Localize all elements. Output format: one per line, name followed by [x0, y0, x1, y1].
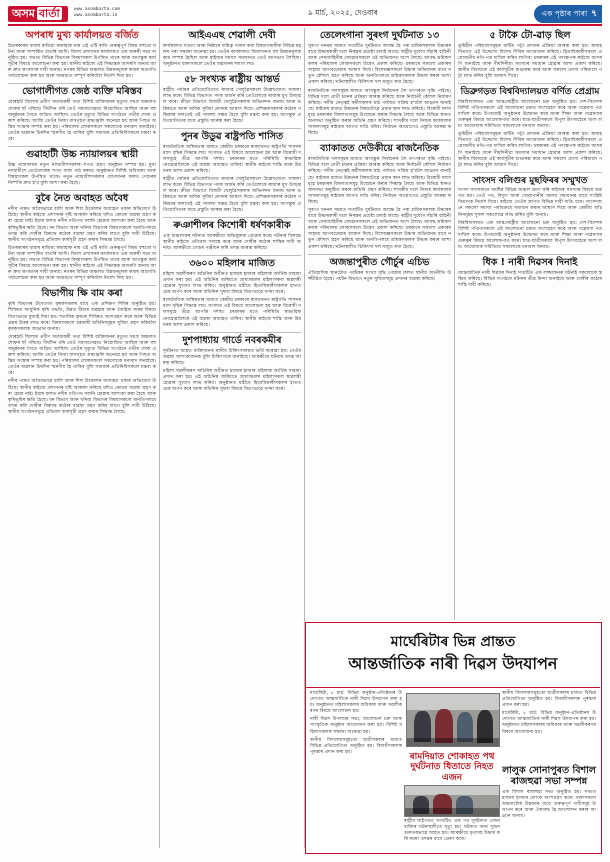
column-2	[163, 28, 301, 395]
headline: বুৰৈ নৈত অবাহত অবৈধ	[35, 193, 129, 205]
article-body: সুৰংগ খননৰ সময়ত সংঘটিত দুৰ্ঘটনাত আবদ্ধ হৈ পৰা শ্ৰমিকসকলক উদ্ধাৰৰ বাবে উদ্ধাৰকাৰী দলে নিৰন্তৰ প্ৰচেষ্টা চলাই আছে। ৰাষ্ট্ৰীয় দুৰ্যোগ সঁহাৰি বাহিনী আৰু সেনাবাহিনীৰ জোৱানসকলে এই অভিযানত অংশ লৈছে। আবদ্ধ শ্ৰমিকসকলৰ পৰিয়ালৰ লোকসকলে উদ্বেগ প্ৰকাশ কৰিছে। চৰকাৰে সকলো প্ৰকাৰৰ সাহায্য আগবঢ়োৱাৰ আশ্বাস দিছে। বিশেষজ্ঞসকলে উদ্ধাৰ অভিযানৰ বাবে নতুন কৌশল গ্ৰহণ কৰিছে আৰু অনতিপলমে শ্ৰমিকসকলক উদ্ধাৰ কৰাৰ আশা প্ৰকাশ কৰিছে। ঘটনাস্থলীত চিকিৎসা দল মজুত ৰখা হৈছে।	[308, 43, 451, 86]
page-number-badge: এক পৃষ্ঠাৰ পাৰা ৭	[534, 5, 602, 23]
news-photo	[404, 785, 500, 817]
article-body: এক বিশাল ৰাজহুৱা সভা অনুষ্ঠিত হয়। সভাত হাজাৰ হাজাৰ লোকে অংশগ্ৰহণ কৰে। বক্তাসকলে অঞ্চলটোৰ উন্নয়নৰ বাবে গুৰুত্বপূৰ্ণ দাবীসমূহ উত্থাপন কৰে আৰু ঐক্যবদ্ধ হৈ আন্দোলন কৰাৰ আহ্বান জনায়।	[502, 789, 596, 820]
news-photo	[406, 693, 500, 747]
headline: অজন্তাপুৰীত গৌৰ্চুৰ এচিভ	[329, 256, 430, 268]
feature-headline: আন্তৰ্জাতিক নাৰী দিৱস উদযাপন	[348, 654, 558, 673]
article-body: সুৰংগ খননৰ সময়ত সংঘটিত দুৰ্ঘটনাত আবদ্ধ হৈ পৰা শ্ৰমিকসকলক উদ্ধাৰৰ বাবে উদ্ধাৰকাৰী দলে নিৰন্তৰ প্ৰচেষ্টা চলাই আছে। ৰাষ্ট্ৰীয় দুৰ্যোগ সঁহাৰি বাহিনী আৰু সেনাবাহিনীৰ জোৱানসকলে এই অভিযানত অংশ লৈছে। আবদ্ধ শ্ৰমিকসকলৰ পৰিয়ালৰ লোকসকলে উদ্বেগ প্ৰকাশ কৰিছে। চৰকাৰে সকলো প্ৰকাৰৰ সাহায্য আগবঢ়োৱাৰ আশ্বাস দিছে। বিশেষজ্ঞসকলে উদ্ধাৰ অভিযানৰ বাবে নতুন কৌশল গ্ৰহণ কৰিছে আৰু অনতিপলমে শ্ৰমিকসকলক উদ্ধাৰ কৰাৰ আশা প্ৰকাশ কৰিছে। ঘটনাস্থলীত চিকিৎসা দল মজুত ৰখা হৈছে।	[308, 208, 451, 250]
article-body: স্থানীয় বিদ্যালয়সমূহতো ছাত্ৰীসকলৰ মাজত বিভিন্ন প্ৰতিযোগিতা অনুষ্ঠিত হয়। বিজয়ীসকলক পুৰস্কাৰ প্ৰদান কৰা হয়।	[502, 691, 596, 709]
article-body: ৰাজনৈতিক দলসমূহৰ মাজত আগন্তুক নিৰ্বাচনক লৈ তৎপৰতা বৃদ্ধি পাইছে। বিভিন্ন দলে প্ৰাৰ্থী চয়নৰ প্ৰক্ৰিয়া আৰম্ভ কৰিছে আৰু নিৰ্বাচনী কৌশল নিৰ্ধাৰণ কৰিছে। দলীয় নেতৃত্বই কৰ্মীসকলক মাঠ পৰ্যায়ত সক্ৰিয় হ'বলৈ আহ্বান জনাইছে। ৰাইজৰ মাজত উন্নয়নৰ বিষয়টোৱে প্ৰধান স্থান লাভ কৰিছে। বিৰোধী দলসমূহে চৰকাৰৰ বিফলতাসমূহ উন্মোচন কৰাৰ সিদ্ধান্ত লৈছে আৰু বিভিন্ন স্থানত জনসভা অনুষ্ঠিত কৰাৰ আঁচনি গ্ৰহণ কৰিছে। শাসকীয় দলে নিজৰ কাৰ্যকালৰ সাফল্যসমূহ ৰাইজৰ আগত দাঙি ধৰিব। নিৰ্বাচন আয়োগেও প্ৰস্তুতি আৰম্ভ কৰিছে।	[308, 88, 451, 137]
feature-story-2	[404, 749, 500, 817]
column-divider	[454, 28, 455, 620]
article-body: চিতৰকাৰৰ বাবাৰ ৰাতিয়া কামাহাক নাম এই এটি ৰাতি গুৰুত্বপূৰ্ণ বিষয় বহুতো ঘটনা আৰু সম্পৰ্কিত বাতৰি আদি। জিলা প্ৰশাসনৰ কাৰ্যালয়ত এক জৰুৰী সভা অনুষ্ঠিত হয়। সভাত বিভিন্ন বিভাগৰ বিষয়াসকল উপস্থিত থাকে আৰু আগন্তুক কাৰ্যসূচীৰ বিষয়ে আলোচনা কৰা হয়। স্থানীয় ৰাইজে এই সিদ্ধান্তক আদৰণি জনায় আৰু দ্ৰুত ৰূপায়ণৰ দাবী জনায়। নগৰৰ বিভিন্ন অঞ্চলত উন্নয়নমূলক কামৰ অগ্ৰগতি পৰ্যালোচনা কৰা হয় আৰু সময়মতে সম্পূৰ্ণ কৰিবলৈ নিৰ্দেশ দিয়া হয়।	[8, 245, 156, 282]
article-body: এক চাঞ্চল্যকৰ ঘটনাত আৰক্ষীয়ে অভিযুক্তক গ্ৰেপ্তাৰ কৰে। ঘটনাৰ বিৰুদ্ধে স্থানীয় ৰাইজে প্ৰতিবাদ সাব্যস্ত কৰে আৰু দোষীৰ কঠোৰ শাস্তিৰ দাবী জনায়। আৰক্ষীয়ে গোচৰ পঞ্জীয়ন কৰি তদন্ত আৰম্ভ কৰিছে।	[163, 233, 301, 251]
headline: ৰুঞাশীলৰ কিশোৰী ধৰ্ষণকাৰীক	[173, 219, 291, 231]
article-body: দূৰ্ঘটনাত আহত ব্যক্তিজনক স্থানীয় চিকিৎসালয়ত ভৰ্তি কৰোৱা হয়। তেওঁৰ অৱস্থা আশংকাজনক বুলি চিকিৎসকে জনাইছে। আৰক্ষীয়ে ঘটনাৰ তদন্ত আৰম্ভ কৰিছে।	[163, 348, 301, 366]
headline: ব্যাকাতত দেউকীয়ে ৰাজনৈতিক	[320, 143, 439, 155]
feature-story-2-body	[404, 819, 500, 845]
headline: আইএএছ শেৱালী দেবী	[188, 30, 276, 41]
article-body: বিশ্ববিদ্যালয়ত এক আন্তঃৰাষ্ট্ৰীয় আলোচনা চক্ৰ অনুষ্ঠিত হয়। দেশ-বিদেশৰ বিশিষ্ট পণ্ডিতসকলে এই আলোচনা চক্ৰত অংশগ্ৰহণ কৰে আৰু গৱেষণা পত্ৰ দাখিল কৰে। উপাচাৰ্যই অনুষ্ঠানৰ উদ্বোধন কৰে আৰু শিক্ষা আৰু গৱেষণাৰ গুৰুত্বৰ বিষয়ে আলোকপাত কৰে। ছাত্ৰ-ছাত্ৰীসকলে বিপুল উৎসাহেৰে অংশ লয়। আয়োজক সমিতিয়ে সকলোকে ধন্যবাদ জনায়।	[458, 220, 602, 251]
feature-box	[305, 622, 602, 854]
url-line-2[interactable]: www.asombarta.in	[74, 13, 118, 18]
article-body: আন্তৰ্জাতিক নাৰী দিৱসৰ দিনাই সংঘটিত এক লজ্জাজনক ঘটনাই সকলোকে স্তম্ভিত কৰিছে। বিভিন্ন সংগঠনে ঘটনাৰ তীব্ৰ নিন্দা জনাইছে আৰু দোষীৰ কঠোৰ শাস্তি দাবী কৰিছে।	[458, 271, 602, 289]
article-body: ঐতিহাসিক স্থানটোত পৰ্যটকৰ সংখ্যা বৃদ্ধি পোৱাৰ ফলত স্থানীয় অৰ্থনীতি উজ্জীৱিত হৈছে। পৰ্যটন বিভাগে নতুন সুবিধাসমূহ প্ৰদানৰ ব্যৱস্থা কৰিছে।	[308, 270, 451, 282]
article-body: ৰাষ্ট্ৰীয় পৰ্যায়ৰ প্ৰতিযোগিতাত ৰাজ্যৰ খেলুৱৈসকলে উল্লেখযোগ্য সাফল্য লাভ কৰে। বিভিন্ন বিভাগত পদক অৰ্জন কৰি তেওঁলোকে ৰাজ্যৰ মুখ উজ্জ্বল কৰে। ক্ৰীড়া বিভাগে বিজয়ী খেলুৱৈসকলক অভিনন্দন জনায় আৰু ভৱিষ্যতে আৰু অধিক সুবিধা প্ৰদানৰ আশ্বাস দিয়ে। প্ৰশিক্ষকসকলৰ কঠোৰ পৰিশ্ৰমৰ ফলতেই এই সাফল্য সম্ভৱ হৈছে বুলি মন্তব্য কৰা হয়। আগন্তুক প্ৰতিযোগিতাৰ বাবে প্ৰস্তুতি আৰম্ভ কৰা হৈছে।	[163, 177, 301, 213]
article-body: বিশ্ববিদ্যালয়ত এক আন্তঃৰাষ্ট্ৰীয় আলোচনা চক্ৰ অনুষ্ঠিত হয়। দেশ-বিদেশৰ বিশিষ্ট পণ্ডিতসকলে এই আলোচনা চক্ৰত অংশগ্ৰহণ কৰে আৰু গৱেষণা পত্ৰ দাখিল কৰে। উপাচাৰ্যই অনুষ্ঠানৰ উদ্বোধন কৰে আৰু শিক্ষা আৰু গৱেষণাৰ গুৰুত্বৰ বিষয়ে আলোকপাত কৰে। ছাত্ৰ-ছাত্ৰীসকলে বিপুল উৎসাহেৰে অংশ লয়। আয়োজক সমিতিয়ে সকলোকে ধন্যবাদ জনায়।	[458, 99, 602, 130]
newspaper-logo[interactable]: অসম বাৰ্তা	[8, 6, 68, 22]
article-body: কাৰ্যকালত সততা আৰু নিষ্ঠাৰে দায়িত্ব পালন কৰা বিষয়াগৰাকীক বিভিন্ন মহলৰ পৰা সম্বৰ্ধনা জনোৱা হয়। তেওঁৰ কাৰ্যকালত জিলাখনত বহু উন্নয়নমূলক কাম সম্পন্ন হৈছিল আৰু ৰাইজৰ সমস্যা সমাধানত তেওঁ আগভাগ লৈছিল। অনুষ্ঠানত বক্তাসকলে তেওঁৰ অৱদানৰ শলাগ লয়।	[163, 43, 301, 68]
article-body: যোৰহাট জিলাৰ প্ৰবীণ সমাজকৰ্মী তথা বিশিষ্ট ব্যক্তিজনৰ মৃত্যুত সমগ্ৰ অঞ্চলত শোকৰ ছাঁ পৰিছে। দীৰ্ঘদিন ধৰি তেওঁ সমাজসেৱাত নিয়োজিত আছিল আৰু বহু অনুষ্ঠানৰ সৈতে জড়িত আছিল। তেওঁৰ মৃত্যুত বিভিন্ন সংগঠনে গভীৰ শোক প্ৰকাশ কৰিছে। আজি তেওঁৰ নিজা বাসগৃহত শ্ৰদ্ধাঞ্জলি জনোৱা হয় আৰু পিছত অন্তিম সংস্কাৰ সম্পন্ন কৰা হয়। পৰিয়ালৰ লোকসকলে সকলোকে ধন্যবাদ জনাইছে। তেওঁৰ অৱদান চিৰদিন স্মৰণীয় হৈ থাকিব বুলি সমাজৰ প্ৰতিনিধিসকলে মন্তব্য কৰে।	[8, 100, 156, 142]
headline: ধিক ! নাৰী দিৱসৰ দিনাই	[482, 257, 578, 269]
article-body: ভূমিহীন পৰিয়ালসমূহক মাটিৰ পট্টা প্ৰদানৰ প্ৰক্ৰিয়া আৰম্ভ কৰা হয়। ৰাজহ বিভাগে এই উদ্দেশ্যে বিশেষ শিবিৰ আয়োজন কৰিছে। হিতাধিকাৰীসকলে প্ৰয়োজনীয় নথি-পত্ৰ দাখিল কৰিব লাগিব। চৰকাৰৰ এই পদক্ষেপক ৰাইজে আদৰণি জনাইছে আৰু দীৰ্ঘদিনীয়া সমস্যাৰ সমাধান হোৱাৰ আশা প্ৰকাশ কৰিছে। স্থানীয় বিধায়কে এই কাৰ্যসূচীৰ শুভাৰম্ভ কৰে আৰু সকলো যোগ্য পৰিয়ালে পট্টা লাভ কৰিব বুলি আশ্বাস দিয়ে।	[458, 43, 602, 80]
article-body: সংসদ সদস্যজনে সমষ্টিৰ বিভিন্ন অঞ্চল ভ্ৰমণ কৰি ৰাইজৰ সমস্যাৰ বিষয়ে অৱগত হয়। তেওঁ পথ, বিদ্যুৎ আৰু খোৱাপানীৰ সমস্যা সমাধানৰ বাবে সংশ্লিষ্ট বিভাগক নিৰ্দেশ দিয়ে। ৰাইজে তেওঁৰ আগত বিভিন্ন দাবী দাঙি ধৰে। সাংসদজনে সকলো সমস্যা পৰ্যায়ক্ৰমে সমাধান কৰাৰ আশ্বাস দিয়ে আৰু কেন্দ্ৰীয় আঁচনিসমূহৰ সুফল সকলোৱে লাভ কৰিব বুলি জনায়।	[458, 188, 602, 218]
column-3	[308, 28, 451, 285]
headline: ৫৮ সংখ্যক ৰাষ্ট্ৰীয় আন্তৰ্ভ	[184, 74, 280, 86]
column-4	[458, 28, 602, 291]
article-body: নদীৰ পাৰত অবৈধভাৱে বালি আৰু শিল উত্তোলন অব্যাহত থকাৰ অভিযোগ উঠিছে। স্থানীয় ৰাইজে প্ৰশাসনৰ দৃষ্টি আকৰ্ষণ কৰিছে যদিও কোনো ব্যৱস্থা গ্ৰহণ কৰা হোৱা নাই। ইয়াৰ ফলত নদীৰ গতিপথ সলনি হোৱাৰ আশংকা কৰা হৈছে আৰু কৃষিভূমিৰ ক্ষতি হৈছে। বন বিভাগ আৰু খনিজ বিভাগৰ বিষয়াসকলে অনতিপলমে তদন্ত কৰি দোষীৰ বিৰুদ্ধে কঠোৰ ব্যৱস্থা গ্ৰহণ কৰিব লাগে বুলি দাবী উঠিছে। স্থানীয় সংগঠনসমূহে প্ৰতিবাদ কাৰ্যসূচী গ্ৰহণ কৰাৰ সিদ্ধান্ত লৈছে।	[8, 207, 156, 243]
feature-headline-area	[306, 623, 600, 688]
article-body: ৰাজনৈতিক অস্থিৰতাৰ মাজত কেন্দ্ৰীয় চৰকাৰে ৰাজ্যখনত ৰাষ্ট্ৰপতি শাসনৰ ম্যাদ বৃদ্ধিৰ সিদ্ধান্ত লয়। সংসদত এই বিষয়ে আলোচনা হয় আৰু বিৰোধী দলসমূহে তীব্ৰ আপত্তি দৰ্শায়। চৰকাৰৰ মতে পৰিস্থিতি স্বাভাৱিক নোহোৱালৈকে এই ব্যৱস্থা অব্যাহত থাকিব। স্থানীয় ৰাইজে শান্তি আৰু উন্নয়নৰ আশা প্ৰকাশ কৰিছে।	[163, 144, 301, 175]
headline: পুনৰ উডুৱ ৰাষ্ট্ৰপতি শাসিত	[180, 130, 284, 142]
feature-left-column	[310, 691, 402, 758]
date-line: ৯ মাৰ্চ, ২০২৫, দেওবাৰ	[308, 8, 378, 17]
article-body: স্থানীয় বিদ্যালয়সমূহতো ছাত্ৰীসকলৰ মাজত বিভিন্ন প্ৰতিযোগিতা অনুষ্ঠিত হয়। বিজয়ীসকলক পুৰস্কাৰ প্ৰদান কৰা হয়।	[310, 737, 402, 755]
feature-story-3	[502, 763, 596, 822]
headline: তেলেংগানা সুৰংগ দুৰ্ঘটনাত ১৩	[319, 30, 440, 41]
masthead	[8, 4, 602, 26]
website-urls	[74, 7, 120, 19]
headline: ভোগালীগত জেষ্ঠ ব্যক্তি মৰিস্তব	[22, 86, 142, 98]
headline: গুৱাহাটী উচ্চ ন্যায়ালয়ৰ স্থায়ী	[25, 149, 139, 161]
column-1	[8, 28, 156, 418]
headline: ডিব্ৰুগড়ত বিশ্ববিদ্যালয়ত বৰ্ণিত প্ৰেগ্ৰাম	[460, 87, 600, 98]
article-body: ৰাজনৈতিক অস্থিৰতাৰ মাজত কেন্দ্ৰীয় চৰকাৰে ৰাজ্যখনত ৰাষ্ট্ৰপতি শাসনৰ ম্যাদ বৃদ্ধিৰ সিদ্ধান্ত লয়। সংসদত এই বিষয়ে আলোচনা হয় আৰু বিৰোধী দলসমূহে তীব্ৰ আপত্তি দৰ্শায়। চৰকাৰৰ মতে পৰিস্থিতি স্বাভাৱিক নোহোৱালৈকে এই ব্যৱস্থা অব্যাহত থাকিব। স্থানীয় ৰাইজে শান্তি আৰু উন্নয়নৰ আশা প্ৰকাশ কৰিছে।	[163, 298, 301, 328]
article-body: নদীৰ পাৰত অবৈধভাৱে বালি আৰু শিল উত্তোলন অব্যাহত থকাৰ অভিযোগ উঠিছে। স্থানীয় ৰাইজে প্ৰশাসনৰ দৃষ্টি আকৰ্ষণ কৰিছে যদিও কোনো ব্যৱস্থা গ্ৰহণ কৰা হোৱা নাই। ইয়াৰ ফলত নদীৰ গতিপথ সলনি হোৱাৰ আশংকা কৰা হৈছে আৰু কৃষিভূমিৰ ক্ষতি হৈছে। বন বিভাগ আৰু খনিজ বিভাগৰ বিষয়াসকলে অনতিপলমে তদন্ত কৰি দোষীৰ বিৰুদ্ধে কঠোৰ ব্যৱস্থা গ্ৰহণ কৰিব লাগে বুলি দাবী উঠিছে। স্থানীয় সংগঠনসমূহে প্ৰতিবাদ কাৰ্যসূচী গ্ৰহণ কৰাৰ সিদ্ধান্ত লৈছে।	[8, 379, 156, 415]
article-body: ভূমিহীন পৰিয়ালসমূহক মাটিৰ পট্টা প্ৰদানৰ প্ৰক্ৰিয়া আৰম্ভ কৰা হয়। ৰাজহ বিভাগে এই উদ্দেশ্যে বিশেষ শিবিৰ আয়োজন কৰিছে। হিতাধিকাৰীসকলে প্ৰয়োজনীয় নথি-পত্ৰ দাখিল কৰিব লাগিব। চৰকাৰৰ এই পদক্ষেপক ৰাইজে আদৰণি জনাইছে আৰু দীৰ্ঘদিনীয়া সমস্যাৰ সমাধান হোৱাৰ আশা প্ৰকাশ কৰিছে। স্থানীয় বিধায়কে এই কাৰ্যসূচীৰ শুভাৰম্ভ কৰে আৰু সকলো যোগ্য পৰিয়ালে পট্টা লাভ কৰিব বুলি আশ্বাস দিয়ে।	[458, 132, 602, 168]
article-body: মহিলা সৱলীকৰণ আঁচনিৰ অধীনত হাজাৰ হাজাৰ মহিলাক আৰ্থিক সাহায্য প্ৰদান কৰা হয়। এই আঁচনিৰ জৰিয়তে গ্ৰাম্যাঞ্চলৰ মহিলাসকল স্বাৱলম্বী হোৱাৰ সুযোগ লাভ কৰিব। অনুষ্ঠানত মন্ত্ৰীয়ে হিতাধিকাৰীসকলৰ হাতত চেক অৰ্পণ কৰে আৰু আঁচনিৰ সুফল বিষয়ে বিতংভাৱে বৰ্ণনা কৰে।	[163, 271, 301, 296]
headline: ৰামদিয়াত শোকাহত পথ দুৰ্ঘটনাত ধিতাতে নিহত এজন	[409, 752, 495, 783]
article-body: কৃষি বিভাগৰ উদ্যোগত কৃষকসকলৰ বাবে এক প্ৰশিক্ষণ শিবিৰ অনুষ্ঠিত হয়। শিবিৰত আধুনিক কৃষি পদ্ধতি, উন্নত বীজৰ ব্যৱহাৰ আৰু জৈৱিক সাৰৰ বিষয়ে বিতংভাৱে বুজাই দিয়া হয়। শতাধিক কৃষকে শিবিৰত অংশগ্ৰহণ কৰে আৰু বিভিন্ন প্ৰশ্নৰ উত্তৰ লাভ কৰে। বিষয়াসকলে চৰকাৰী আঁচনিসমূহৰ সুবিধা গ্ৰহণ কৰিবলৈ কৃষকসকলক আহ্বান জনায়।	[8, 302, 156, 332]
headline: অপৰাধ মুখ্য কাৰ্যালয়ত বৰ্জিত	[25, 30, 139, 41]
article-body: মাৰ্ঘেৰিটা, ৮ মাৰ্চ: বিভিন্ন অনুষ্ঠান-প্ৰতিষ্ঠানৰ উদ্যোগত আন্তৰ্জাতিক নাৰী দিৱস উদযাপন কৰা হয়। অনুষ্ঠানত মহিলাসকলৰ অধিকাৰ আৰু সৱলীকৰণৰ বিষয়ে আলোচনা হয়।	[502, 711, 596, 735]
feature-kicker: মাৰ্ঘেৰিটাৰ ভিন্ন প্ৰান্তত	[390, 634, 516, 650]
headline: বিভাগীয় ক্ষি বাম কৰা	[41, 288, 123, 300]
headline: ৫ টাকৈ টো-ৱাড় ছিল	[489, 30, 571, 41]
article-body: ৰাজনৈতিক দলসমূহৰ মাজত আগন্তুক নিৰ্বাচনক লৈ তৎপৰতা বৃদ্ধি পাইছে। বিভিন্ন দলে প্ৰাৰ্থী চয়নৰ প্ৰক্ৰিয়া আৰম্ভ কৰিছে আৰু নিৰ্বাচনী কৌশল নিৰ্ধাৰণ কৰিছে। দলীয় নেতৃত্বই কৰ্মীসকলক মাঠ পৰ্যায়ত সক্ৰিয় হ'বলৈ আহ্বান জনাইছে। ৰাইজৰ মাজত উন্নয়নৰ বিষয়টোৱে প্ৰধান স্থান লাভ কৰিছে। বিৰোধী দলসমূহে চৰকাৰৰ বিফলতাসমূহ উন্মোচন কৰাৰ সিদ্ধান্ত লৈছে আৰু বিভিন্ন স্থানত জনসভা অনুষ্ঠিত কৰাৰ আঁচনি গ্ৰহণ কৰিছে। শাসকীয় দলে নিজৰ কাৰ্যকালৰ সাফল্যসমূহ ৰাইজৰ আগত দাঙি ধৰিব। নিৰ্বাচন আয়োগেও প্ৰস্তুতি আৰম্ভ কৰিছে।	[308, 157, 451, 205]
article-body: নাৰী দিৱস উপলক্ষে সভা, আলোচনা চক্ৰ আৰু সাংস্কৃতিক অনুষ্ঠান আয়োজন কৰা হয়। বিশিষ্ট মহিলাসকলক সম্বৰ্ধনা জনোৱা হয়।	[310, 717, 402, 735]
headline: দুশপাধ্যায় গাৰ্ডে নবৰকমীৰ	[182, 334, 282, 346]
url-line-1[interactable]: www.asombarta.com	[74, 7, 121, 12]
feature-right-column	[502, 691, 596, 738]
headline: লালুক সোনাপুৰত বিশাল ৰাজহুৱা সভা সম্পন্ন	[502, 765, 596, 787]
article-body: ৰাষ্ট্ৰীয় পৰ্যায়ৰ প্ৰতিযোগিতাত ৰাজ্যৰ খেলুৱৈসকলে উল্লেখযোগ্য সাফল্য লাভ কৰে। বিভিন্ন বিভাগত পদক অৰ্জন কৰি তেওঁলোকে ৰাজ্যৰ মুখ উজ্জ্বল কৰে। ক্ৰীড়া বিভাগে বিজয়ী খেলুৱৈসকলক অভিনন্দন জনায় আৰু ভৱিষ্যতে আৰু অধিক সুবিধা প্ৰদানৰ আশ্বাস দিয়ে। প্ৰশিক্ষকসকলৰ কঠোৰ পৰিশ্ৰমৰ ফলতেই এই সাফল্য সম্ভৱ হৈছে বুলি মন্তব্য কৰা হয়। আগন্তুক প্ৰতিযোগিতাৰ বাবে প্ৰস্তুতি আৰম্ভ কৰা হৈছে।	[163, 88, 301, 124]
article-body: মাৰ্ঘেৰিটা, ৮ মাৰ্চ: বিভিন্ন অনুষ্ঠান-প্ৰতিষ্ঠানৰ উদ্যোগত আন্তৰ্জাতিক নাৰী দিৱস উদযাপন কৰা হয়। অনুষ্ঠানত মহিলাসকলৰ অধিকাৰ আৰু সৱলীকৰণৰ বিষয়ে আলোচনা হয়।	[310, 691, 402, 715]
article-body: উচ্চ ন্যায়ালয়ৰ নতুন ন্যায়াধীশসকলৰ শপত গ্ৰহণ অনুষ্ঠান সম্পন্ন হয়। মুখ্য ন্যায়াধীশে তেওঁলোকক শপত বাক্য পাঠ কৰায়। অনুষ্ঠানত বিশিষ্ট অধিবক্তা আৰু বিষয়াসকল উপস্থিত থাকে। নতুন ন্যায়াধীশসকলৰ যোগদানৰ ফলত গোচৰৰ নিষ্পত্তি দ্ৰুত হ'ব বুলি আশা কৰা হৈছে।	[8, 162, 156, 187]
column-divider	[159, 28, 160, 848]
headline: ৩৬০০ মহিলাৰ মাজিত	[189, 257, 275, 269]
article-body: যোৰহাট জিলাৰ প্ৰবীণ সমাজকৰ্মী তথা বিশিষ্ট ব্যক্তিজনৰ মৃত্যুত সমগ্ৰ অঞ্চলত শোকৰ ছাঁ পৰিছে। দীৰ্ঘদিন ধৰি তেওঁ সমাজসেৱাত নিয়োজিত আছিল আৰু বহু অনুষ্ঠানৰ সৈতে জড়িত আছিল। তেওঁৰ মৃত্যুত বিভিন্ন সংগঠনে গভীৰ শোক প্ৰকাশ কৰিছে। আজি তেওঁৰ নিজা বাসগৃহত শ্ৰদ্ধাঞ্জলি জনোৱা হয় আৰু পিছত অন্তিম সংস্কাৰ সম্পন্ন কৰা হয়। পৰিয়ালৰ লোকসকলে সকলোকে ধন্যবাদ জনাইছে। তেওঁৰ অৱদান চিৰদিন স্মৰণীয় হৈ থাকিব বুলি সমাজৰ প্ৰতিনিধিসকলে মন্তব্য কৰে।	[8, 334, 156, 377]
article-body: চিতৰকাৰৰ বাবাৰ ৰাতিয়া কামাহাক নাম এই এটি ৰাতি গুৰুত্বপূৰ্ণ বিষয় বহুতো ঘটনা আৰু সম্পৰ্কিত বাতৰি আদি। জিলা প্ৰশাসনৰ কাৰ্যালয়ত এক জৰুৰী সভা অনুষ্ঠিত হয়। সভাত বিভিন্ন বিভাগৰ বিষয়াসকল উপস্থিত থাকে আৰু আগন্তুক কাৰ্যসূচীৰ বিষয়ে আলোচনা কৰা হয়। স্থানীয় ৰাইজে এই সিদ্ধান্তক আদৰণি জনায় আৰু দ্ৰুত ৰূপায়ণৰ দাবী জনায়। নগৰৰ বিভিন্ন অঞ্চলত উন্নয়নমূলক কামৰ অগ্ৰগতি পৰ্যালোচনা কৰা হয় আৰু সময়মতে সম্পূৰ্ণ কৰিবলৈ নিৰ্দেশ দিয়া হয়।	[8, 43, 156, 80]
article-body: মহিলা সৱলীকৰণ আঁচনিৰ অধীনত হাজাৰ হাজাৰ মহিলাক আৰ্থিক সাহায্য প্ৰদান কৰা হয়। এই আঁচনিৰ জৰিয়তে গ্ৰাম্যাঞ্চলৰ মহিলাসকল স্বাৱলম্বী হোৱাৰ সুযোগ লাভ কৰিব। অনুষ্ঠানত মন্ত্ৰীয়ে হিতাধিকাৰীসকলৰ হাতত চেক অৰ্পণ কৰে আৰু আঁচনিৰ সুফল বিষয়ে বিতংভাৱে বৰ্ণনা কৰে।	[163, 368, 301, 393]
headline: সাংসদ বলিগুৰ মুছফিৰৰ সম্মুখত	[472, 175, 588, 186]
article-body: ৰাষ্ট্ৰীয় ঘাইপথত সংঘটিত এক পথ দুৰ্ঘটনাত এজন ব্যক্তিৰ ঘটনাস্থলীতে মৃত্যু হয়। ঘটনাত আন দুজন গুৰুতৰভাৱে আহত হয়। আৰক্ষীয়ে মৃতদেহ উদ্ধাৰ কৰি ময়না তদন্তৰ বাবে প্ৰেৰণ কৰে।	[404, 819, 500, 843]
